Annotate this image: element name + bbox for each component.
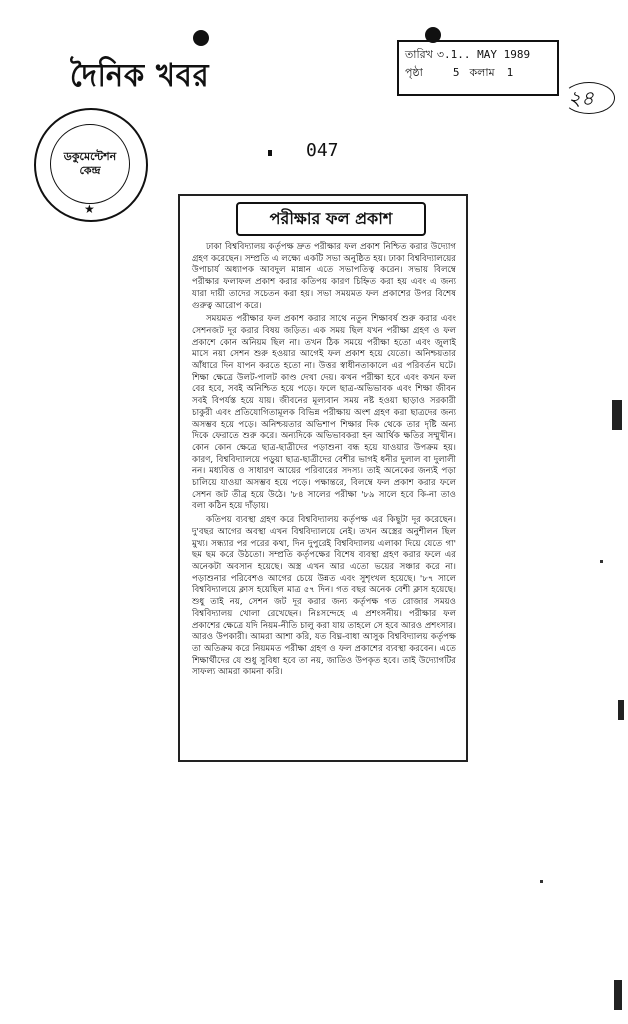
handwritten-page-mark: ২৪ bbox=[568, 86, 594, 110]
scan-edge-mark bbox=[618, 700, 624, 720]
scan-speck bbox=[600, 560, 603, 563]
article-title-box bbox=[236, 202, 426, 236]
punch-hole-left bbox=[193, 30, 209, 46]
scan-speck bbox=[540, 880, 543, 883]
date-label: তারিখ bbox=[405, 48, 433, 61]
newspaper-clipping bbox=[178, 194, 468, 762]
scan-edge-mark bbox=[614, 980, 622, 1010]
page-row bbox=[405, 64, 551, 82]
column-value: 1 bbox=[506, 66, 514, 79]
documentation-seal bbox=[34, 108, 148, 222]
seal-inner-ring bbox=[50, 124, 130, 204]
newspaper-masthead: দৈনিক খবর bbox=[70, 56, 210, 94]
ink-dot bbox=[268, 150, 272, 156]
article-paragraph: কতিপয় ব্যবস্থা গ্রহণ করে বিশ্ববিদ্যালয় কর্তৃপক্ষ এর কিছুটা দূর করেছেন। দু'বছর আগের অবস্থা এখন বিশ্ববিদ্যালয়ে নেই। তখন অস্ত্রের অনুশীলন ছিল মুখ্য। সন্ধ্যার পর পরের কথা, দিন দুপুরেই বিশ্ববিদ্যালয় এলাকা দিয়ে যেতে গা' ছম ছম করে উঠতো। সম্প্রতি কর্তৃপক্ষের বিশেষ ব্যবস্থা গ্রহণ করার ফলে এর অনেকটা অবসান হয়েছে। অস্ত্র এখন আর এতো ভয়ের সঞ্চার করে না। পড়াশুনার পরিবেশও আগের চেয়ে উন্নত এবং সুশৃংখল হয়েছে। '৮৭ সালে বিশ্ববিদ্যালয়ে ক্লাস হয়েছিল মাত্র ৫৭ দিন। গত বছর অনেক বেশী ক্লাস হয়েছে। শুধু তাই নয়, সেশন জট দূর করার জন্য কর্তৃপক্ষ গত রোজার সময়ও বিশ্ববিদ্যালয় খোলা রেখেছেন। নিঃসন্দেহে এ প্রশংসনীয়। পরীক্ষার ফল প্রকাশের ক্ষেত্রে যদি নিয়ম-নীতি চালু করা যায় তাহলে সে হবে আরও প্রশংসার। আরও উপকারী। আমরা আশা করি, যত বিঘ্ন-বাধা আসুক বিশ্ববিদ্যালয় কর্তৃপক্ষ তা অতিক্রম করে নিয়মমত পরীক্ষা গ্রহণ ও ফল প্রকাশের ব্যবস্থা করবেন। এতে শিক্ষার্থীদের যে শুধু সুবিধা হবে তা নয়, জাতিও উপকৃত হবে। তাই উদ্যোগটির সাফল্য আমরা কামনা করি। bbox=[192, 515, 456, 678]
date-row bbox=[405, 46, 551, 64]
seal-star-icon: ★ bbox=[84, 202, 95, 216]
seal-line-1: ডকুমেন্টেশন bbox=[63, 150, 117, 163]
article-paragraph: সময়মত পরীক্ষার ফল প্রকাশ করার সাথে নতুন শিক্ষাবর্ষ শুরু করার এবং সেশনজট দূর করার বিষয় জড়িত। এক সময় ছিল যখন পরীক্ষা গ্রহণ ও ফল প্রকাশে কোন অনিয়ম ছিল না। তখন ঠিক সময়ে পরীক্ষা হতো এবং জুলাই মাসে নয়া সেশন শুরু হওয়ার আগেই ফল প্রকাশ হয়ে যেতো। অনিশ্চয়তার আঁধারে দিন যাপন করতে হতো না। উত্তর স্বাধীনতাকালে এর পরিবর্তন ঘটে। শিক্ষা ক্ষেত্রে উলট-পালট কাণ্ড দেখা দেয়। কখন পরীক্ষা হবে এবং কখন ফল বের হবে, সবই অনিশ্চিত হয়ে পড়ে। ফলে ছাত্র-অভিভাবক এবং শিক্ষা জীবন সবই বিপর্যস্ত হয়ে যায়। জীবনের মূল্যবান সময় নষ্ট হওয়া ছাড়াও সরকারী চাকুরী এবং প্রতিযোগিতামূলক বিভিন্ন পরীক্ষায় অংশ গ্রহণ করা ছাত্রদের জন্য অসম্ভব হয়ে পড়ে। অনিশ্চয়তার অভিশাপ শিক্ষার দিক থেকে তার দৃষ্টি অন্য দিকে ফেরাতে শুরু করে। অন্যদিকে অভিভাবকরা হন আর্থিক ক্ষতির সম্মুখীন। কোন কোন ক্ষেত্রে ছাত্র-ছাত্রীদের পড়াশুনা বন্ধ হয়ে যাওয়ার উপক্রম হয়। কারণ, বিশ্ববিদ্যালয়ে পড়ুয়া ছাত্র-ছাত্রীদের বেশীর ভাগই ধনীর দুলাল বা দুলালী নন। মধ্যবিত্ত ও সাধারণ আয়ের পরিবারের সদস্য। তাই অনেকের জন্যই পড়া চালিয়ে যাওয়া অসম্ভব হয়ে পড়ে। পক্ষান্তরে, বিলম্বে ফল প্রকাশ করার ফলে সেশন জট তীব্র হয়ে উঠে। '৮৪ সালের পরীক্ষা '৮৯ সালে হবে কি-না তাও বলা কঠিন হয়ে দাঁড়ায়। bbox=[192, 314, 456, 512]
document-number: 047 bbox=[306, 140, 339, 161]
article-paragraph: ঢাকা বিশ্ববিদ্যালয় কর্তৃপক্ষ দ্রুত পরীক্ষার ফল প্রকাশ নিশ্চিত করার উদ্যোগ গ্রহণ করেছেন। সম্প্রতি এ লক্ষ্যে একটি সভা অনুষ্ঠিত হয়। ঢাকা বিশ্ববিদ্যালয়ের উপাচার্য অধ্যাপক আবদুল মান্নান এতে সভাপতিত্ব করেন। সভায় বিলম্বে পরীক্ষার ফলাফল প্রকাশ করার কতিপয় কারণ চিহ্নিত করা হয় এবং এ জন্য যারা দায়ী তাদের সচেতন করা হয়। সভা সময়মত ফল প্রকাশের উপর বিশেষ গুরুত্ব আরোপ করে। bbox=[192, 242, 456, 311]
article-title: পরীক্ষার ফল প্রকাশ bbox=[269, 208, 393, 228]
page-label: পৃষ্ঠা bbox=[405, 66, 423, 79]
date-stamp bbox=[397, 40, 559, 96]
scan-edge-mark bbox=[612, 400, 622, 430]
seal-line-2: কেন্দ্র bbox=[79, 164, 101, 177]
column-label: কলাম bbox=[469, 66, 495, 79]
date-value: ৩.1.. MAY 1989 bbox=[436, 48, 531, 61]
page-value: 5 bbox=[452, 66, 460, 79]
